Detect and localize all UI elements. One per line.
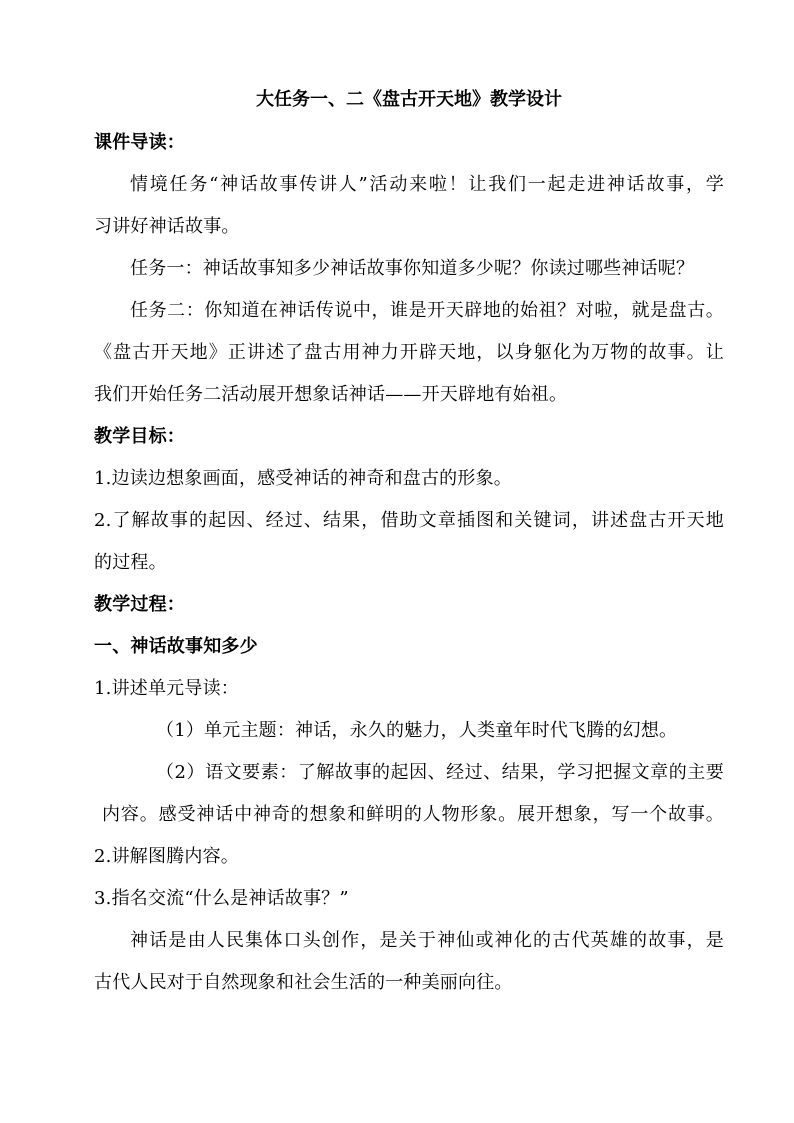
document-title: 大任务一、二《盘古开天地》教学设计 — [256, 89, 562, 110]
task-one-line: 任务一：神话故事知多少神话故事你知道多少呢？你读过哪些神话呢？ — [130, 258, 695, 279]
process-subheading: 一、神话故事知多少 — [94, 636, 258, 657]
intro-paragraph-line: 习讲好神话故事。 — [94, 216, 240, 237]
goal-item: 1.边读边想象画面，感受神话的神奇和盘古的形象。 — [94, 468, 512, 489]
task-two-line: 我们开始任务二活动展开想象话神话——开天辟地有始祖。 — [94, 384, 568, 405]
myth-definition-line: 神话是由人民集体口头创作，是关于神仙或神化的古代英雄的故事，是 — [130, 930, 724, 951]
task-two-line: 《盘古开天地》正讲述了盘古用神力开辟天地，以身躯化为万物的故事。让 — [94, 342, 724, 363]
document-page — [94, 82, 724, 1004]
intro-heading: 课件导读： — [94, 132, 185, 153]
process-step: 2.讲解图腾内容。 — [94, 846, 239, 867]
process-substep: （1）单元主题：神话，永久的魅力，人类童年时代飞腾的幻想。 — [156, 720, 678, 741]
task-two-line: 任务二：你知道在神话传说中，谁是开天辟地的始祖？对啦，就是盘古。 — [130, 300, 724, 321]
process-step: 3.指名交流“什么是神话故事？” — [94, 888, 349, 909]
goal-item: 2.了解故事的起因、经过、结果，借助文章插图和关键词，讲述盘古开天地 — [94, 510, 724, 531]
goals-heading: 教学目标： — [94, 426, 185, 447]
process-substep-continuation: 内容。感受神话中神奇的想象和鲜明的人物形象。展开想象，写一个故事。 — [102, 804, 724, 825]
process-heading: 教学过程： — [94, 594, 185, 615]
process-step: 1.讲述单元导读： — [94, 678, 239, 699]
process-substep: （2）语文要素：了解故事的起因、经过、结果，学习把握文章的主要 — [156, 762, 724, 783]
myth-definition-line: 古代人民对于自然现象和社会生活的一种美丽向往。 — [94, 972, 513, 993]
intro-paragraph-line: 情境任务“神话故事传讲人”活动来啦！让我们一起走进神话故事，学 — [130, 174, 724, 195]
goal-item-continuation: 的过程。 — [94, 552, 167, 573]
